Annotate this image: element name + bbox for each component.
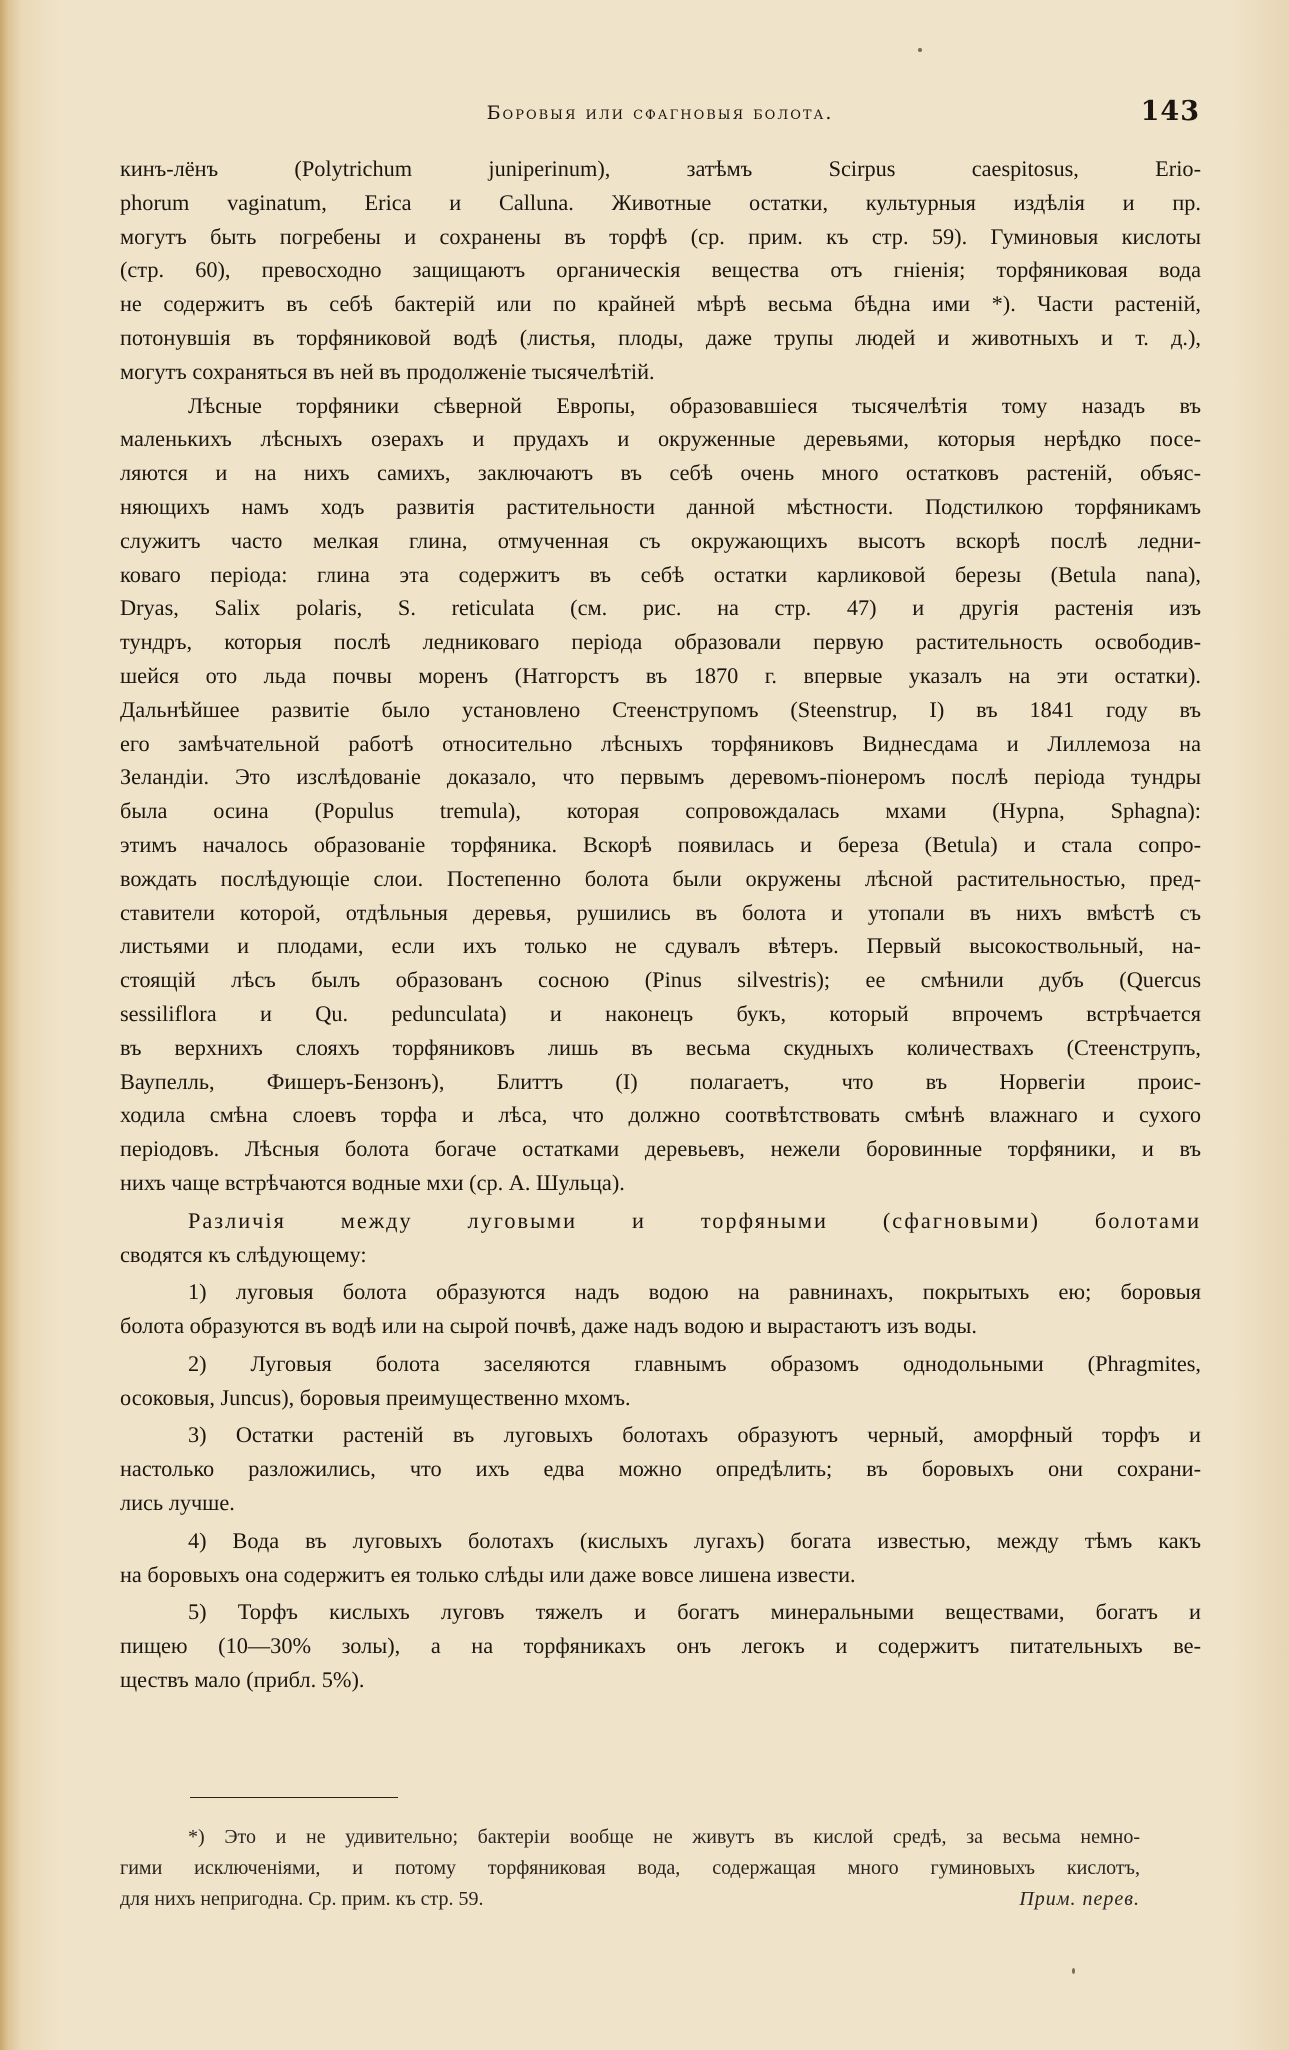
text-line: няющихъ намъ ходъ развитія растительности данной мѣстности. Подстилкою торфяникамъ	[120, 493, 1201, 519]
text-line: ставители которой, отдѣльныя деревья, рушились въ болота и утопали въ нихъ вмѣстѣ съ	[120, 899, 1201, 925]
footnote-signature: Прим. перев.	[1019, 1888, 1140, 1910]
text-line: могутъ сохраняться въ ней въ продолженіе тысячелѣтій.	[120, 358, 655, 384]
footnote-line: *) Это и не удивительно; бактеріи вообще не живутъ въ кислой средѣ, за весьма немно-	[188, 1826, 1140, 1848]
list-item-2: 2) Луговыя болота заселяются главнымъ образомъ однодольными (Phragmites,	[188, 1350, 1201, 1376]
text-line: стоящій лѣсъ былъ образованъ сосною (Pinus silvestris); ее смѣнили дубъ (Quercus	[120, 967, 1201, 993]
text-line: (стр. 60), превосходно защищаютъ органическія вещества отъ гніенія; торфяниковая вода	[120, 257, 1201, 283]
text-line: не содержитъ въ себѣ бактерій или по крайней мѣрѣ весьма бѣдна ими *). Части растеній,	[120, 291, 1201, 317]
text-line: служитъ часто мелкая глина, отмученная съ окружающихъ высотъ вскорѣ послѣ ледни-	[120, 527, 1201, 553]
text-line: настолько разложились, что ихъ едва можно опредѣлить; въ боровыхъ они сохрани-	[120, 1456, 1201, 1482]
text-line: нихъ чаще встрѣчаются водные мхи (ср. А. Шульца).	[120, 1169, 625, 1195]
text-line: періодовъ. Лѣсныя болота богаче остатками деревьевъ, нежели боровинные торфяники, и въ	[120, 1136, 1201, 1162]
list-item-1: 1) луговыя болота образуются надъ водою на равнинахъ, покрытыхъ ею; боровыя	[188, 1279, 1201, 1305]
text-line: тундръ, которыя послѣ ледниковаго періода образовали первую растительность освободив-	[120, 629, 1201, 655]
running-head: Боровыя или сфагновыя болота.	[486, 102, 834, 124]
text-line: вождать послѣдующіе слои. Постепенно болота были окружены лѣсной растительностью, пред-	[120, 865, 1201, 891]
footnote-divider	[190, 1797, 398, 1798]
text-line: Лѣсные торфяники сѣверной Европы, образовавшіеся тысячелѣтія тому назадъ въ	[188, 392, 1201, 418]
text-line: ществъ мало (прибл. 5%).	[120, 1667, 365, 1693]
text-line: листьями и плодами, если ихъ только не сдувалъ вѣтеръ. Первый высокоствольный, на-	[120, 933, 1201, 959]
text-line: лись лучше.	[120, 1490, 235, 1516]
section-heading-line: Различія между луговыми и торфяными (сфагновыми) болотами	[188, 1207, 1201, 1233]
list-item-5: 5) Торфъ кислыхъ луговъ тяжелъ и богатъ минеральными веществами, богатъ и	[188, 1599, 1201, 1625]
text-line: phorum vaginatum, Erica и Calluna. Животные остатки, культурныя издѣлія и пр.	[120, 189, 1201, 215]
paper-speck	[918, 48, 922, 52]
text-line: потонувшія въ торфяниковой водѣ (листья, плоды, даже трупы людей и животныхъ и т. д.),	[120, 324, 1201, 350]
footnote-line: для нихъ непригодна. Ср. прим. къ стр. 59.	[120, 1888, 484, 1910]
paper-speck	[1072, 1968, 1075, 1974]
text-line: его замѣчательной работѣ относительно лѣсныхъ торфяниковъ Виднесдама и Лиллемоза на	[120, 730, 1201, 756]
text-line: ляются и на нихъ самихъ, заключаютъ въ себѣ очень много остатковъ растеній, объяс-	[120, 460, 1201, 486]
text-line: осоковыя, Juncus), боровыя преимущественно мхомъ.	[120, 1384, 631, 1410]
text-line: была осина (Populus tremula), которая сопровождалась мхами (Hypna, Sphagna):	[120, 798, 1201, 824]
text-line: sessiliflora и Qu. pedunculata) и наконецъ букъ, который впрочемъ встрѣчается	[120, 1000, 1201, 1026]
text-line: болота образуются въ водѣ или на сырой почвѣ, даже надъ водою и вырастаютъ изъ воды.	[120, 1313, 977, 1339]
list-item-3: 3) Остатки растеній въ луговыхъ болотахъ образуютъ черный, аморфный торфъ и	[188, 1422, 1201, 1448]
text-line: Дальнѣйшее развитіе было установлено Стеенструпомъ (Steenstrup, I) въ 1841 году въ	[120, 696, 1201, 722]
text-line: Dryas, Salix polaris, S. reticulata (см. рис. на стр. 47) и другія растенія изъ	[120, 595, 1201, 621]
text-line: Ваупелль, Фишеръ-Бензонъ), Блиттъ (I) полагаетъ, что въ Норвегіи проис-	[120, 1068, 1201, 1094]
text-line: маленькихъ лѣсныхъ озерахъ и прудахъ и окруженные деревьями, которыя нерѣдко посе-	[120, 426, 1201, 452]
text-line: ходила смѣна слоевъ торфа и лѣса, что должно соотвѣтствовать смѣнѣ влажнаго и сухого	[120, 1102, 1201, 1128]
main-text	[120, 152, 1201, 1697]
text-line: пищею (10—30% золы), а на торфяникахъ онъ легокъ и содержитъ питательныхъ ве-	[120, 1633, 1201, 1659]
footnote-line: гими исключеніями, и потому торфяниковая вода, содержащая много гуминовыхъ кислотъ,	[120, 1857, 1140, 1879]
text-line: Зеландіи. Это изслѣдованіе доказало, что первымъ деревомъ-піонеромъ послѣ періода тундры	[120, 764, 1201, 790]
text-line: коваго періода: глина эта содержитъ въ себѣ остатки карликовой березы (Betula nana),	[120, 561, 1201, 587]
text-line: кинъ-лёнъ (Polytrichum juniperinum), затѣмъ Scirpus caespitosus, Erio-	[120, 156, 1201, 181]
text-line: могутъ быть погребены и сохранены въ торфѣ (ср. прим. къ стр. 59). Гуминовыя кислоты	[120, 223, 1201, 249]
footnote	[120, 1822, 1140, 1915]
text-line: въ верхнихъ слояхъ торфяниковъ лишь въ весьма скудныхъ количествахъ (Стеенструпъ,	[120, 1034, 1201, 1060]
text-line: шейся ото льда почвы моренъ (Натгорстъ въ 1870 г. впервые указалъ на эти остатки).	[120, 662, 1201, 688]
list-item-4: 4) Вода въ луговыхъ болотахъ (кислыхъ лугахъ) богата известью, между тѣмъ какъ	[188, 1527, 1201, 1553]
text-line: сводятся къ слѣдующему:	[120, 1241, 367, 1267]
text-line: этимъ началось образованіе торфяника. Вскорѣ появилась и береза (Betula) и стала сопро-	[120, 831, 1201, 857]
text-line: на боровыхъ она содержитъ ея только слѣды или даже вовсе лишена извести.	[120, 1561, 856, 1587]
page-number: 143	[1140, 96, 1200, 127]
page-header	[120, 96, 1200, 136]
